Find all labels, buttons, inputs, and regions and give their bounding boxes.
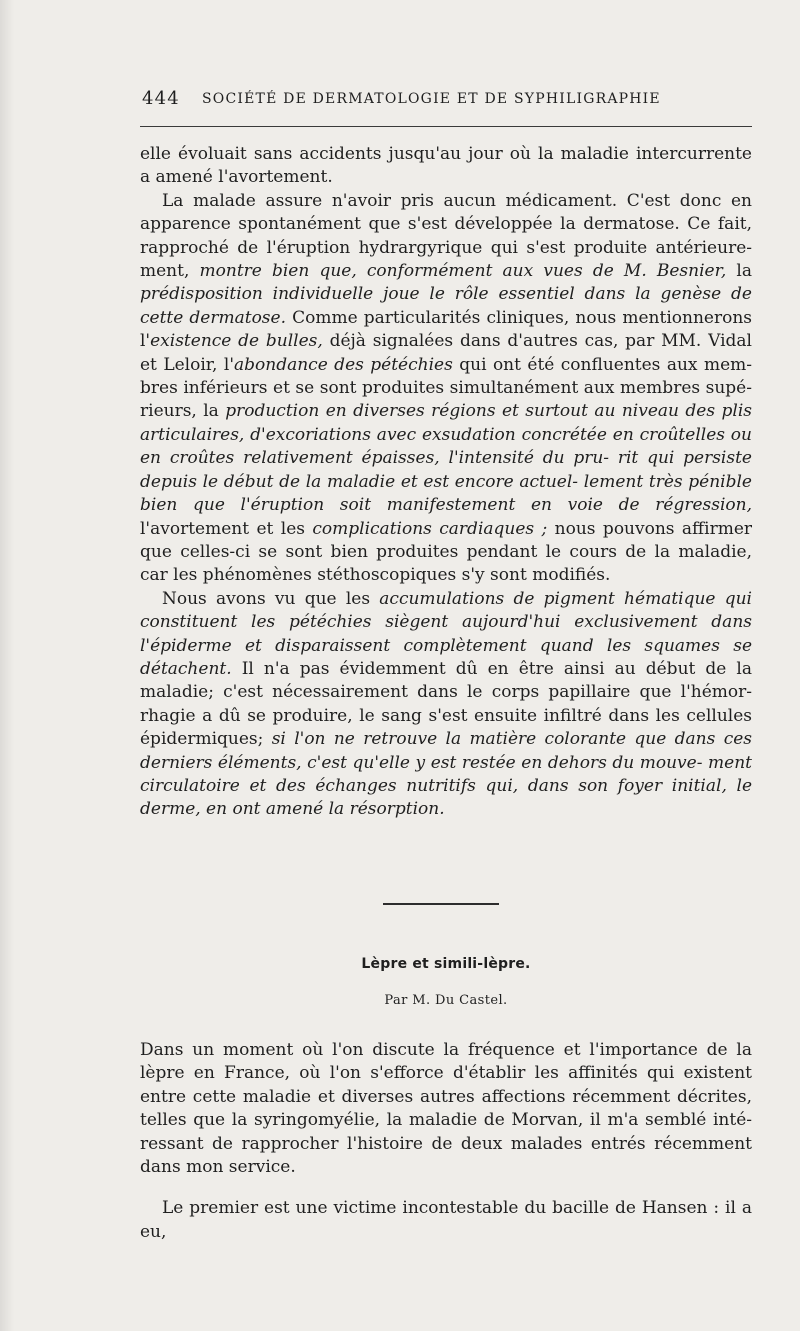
italic-text: complications cardiaques ;: [312, 518, 548, 539]
italic-text: initial, le derme, en ont amené la résorption.: [140, 775, 753, 820]
paragraph: [140, 588, 752, 822]
italic-text: l'épiderme et disparaissent complètement quand les squames se: [140, 635, 752, 656]
text-run: maladie; c'est nécessairement dans le corps papillaire que l'hémor-: [140, 682, 752, 703]
text-run: Le premier est une victime incontestable du bacille de Hansen : il a eu,: [140, 1198, 752, 1242]
text-run: bres inférieurs et se sont produites simultanément aux membres supé-: [140, 378, 752, 399]
italic-text: existence de bulles,: [150, 331, 323, 352]
text-run: et Leloir, l': [140, 354, 234, 375]
running-title: SOCIÉTÉ DE DERMATOLOGIE ET DE SYPHILIGRAPHIE: [202, 91, 661, 107]
text-run: dans mon service.: [140, 1157, 296, 1178]
body-text-section: [140, 1039, 752, 1244]
text-run: apparence spontanément que s'est développée la dermatose. Ce fait,: [140, 214, 752, 235]
header-rule: [140, 126, 752, 127]
text-run: déjà signalées dans d'autres cas, par MM. Vidal: [322, 331, 752, 352]
text-run: épidermiques;: [140, 729, 272, 750]
text-run: Comme particularités cliniques, nous mentionnerons: [286, 307, 752, 328]
section-author: Par M. Du Castel.: [384, 993, 508, 1008]
italic-text: production en diverses régions et surtout au niveau des: [225, 401, 716, 422]
italic-text: croûtelles ou en croûtes relativement épaisses, l'intensité du pru-: [140, 424, 752, 469]
italic-text: si l'on ne retrouve la matière colorante que dans ces: [271, 729, 752, 750]
text-run: telles que la syringomyélie, la maladie de Morvan, il m'a semblé inté-: [140, 1110, 752, 1131]
italic-text: prédisposition individuelle joue le rôle essentiel dans la genèse de: [140, 284, 752, 305]
text-run: a amené l'avortement.: [140, 167, 333, 188]
page-header: [142, 86, 752, 112]
italic-text: voie de régression,: [567, 495, 752, 516]
body-text-main: [140, 143, 752, 822]
italic-text: plis articulaires, d'excoriations avec exsudation concrétée en: [140, 401, 752, 445]
text-run: l'avortement et les: [140, 518, 313, 539]
text-run: rhagie a dû se produire, le sang s'est ensuite infiltré dans les cellules: [140, 705, 752, 726]
italic-text: montre bien que, conformément aux vues de M. Besnier,: [199, 261, 727, 282]
text-run: nous pouvons affirmer que celles-ci se sont bien produites pendant le: [140, 518, 753, 562]
text-run: rapproché de l'éruption hydrargyrique qui s'est produite antérieure-: [140, 237, 752, 258]
paragraph: [140, 190, 752, 588]
italic-text: accumulations de pigment hématique qui: [379, 588, 752, 609]
page-edge-shadow: [0, 0, 14, 1331]
text-run: rieurs, la: [140, 401, 226, 422]
text-run: cours de la maladie, car les phénomènes stéthoscopiques s'y sont: [140, 541, 753, 586]
paragraph: [140, 143, 752, 190]
italic-text: lement très pénible bien que l'éruption soit manifestement en: [140, 471, 752, 516]
text-run: Nous avons vu que les: [162, 588, 380, 609]
text-run: La malade assure n'avoir pris aucun médicament. C'est donc en: [162, 190, 752, 211]
italic-text: rit qui persiste depuis le début de la maladie et est encore actuel-: [140, 448, 752, 492]
text-run: ressant de rapprocher l'histoire de deux malades entrés récemment: [140, 1133, 752, 1154]
section-separator: [383, 903, 499, 905]
text-run: l': [140, 331, 151, 352]
italic-text: derniers éléments, c'est qu'elle y est restée en dehors du mouve-: [140, 752, 703, 773]
italic-text: constituent les pétéchies siègent aujourd'hui exclusivement dans: [140, 612, 752, 633]
text-run: Dans un moment où l'on discute la fréquence et l'importance de la: [140, 1040, 752, 1060]
text-run: la: [726, 261, 752, 282]
italic-text: cette dermatose.: [140, 307, 286, 328]
text-run: lèpre en France, où l'on s'efforce d'établir les affinités qui existent: [140, 1063, 752, 1084]
italic-text: ment circulatoire et des échanges nutritifs qui, dans son foyer: [140, 752, 752, 796]
section-title: Lèpre et simili-lèpre.: [361, 956, 531, 972]
italic-text: détachent.: [140, 658, 232, 679]
page-number: 444: [142, 88, 180, 109]
italic-text: abondance des pétéchies: [234, 354, 453, 375]
text-run: entre cette maladie et diverses autres affections récemment décrites,: [140, 1086, 752, 1107]
text-run: Il n'a pas évidemment dû en être ainsi au début de la: [231, 658, 752, 679]
paragraph: [140, 1197, 752, 1244]
paragraph: [140, 1039, 752, 1179]
text-run: modifiés.: [532, 565, 611, 586]
text-run: ment,: [140, 261, 200, 282]
text-run: qui ont été confluentes aux mem-: [452, 354, 752, 375]
text-run: elle évoluait sans accidents jusqu'au jour où la maladie intercurrente: [140, 144, 752, 164]
